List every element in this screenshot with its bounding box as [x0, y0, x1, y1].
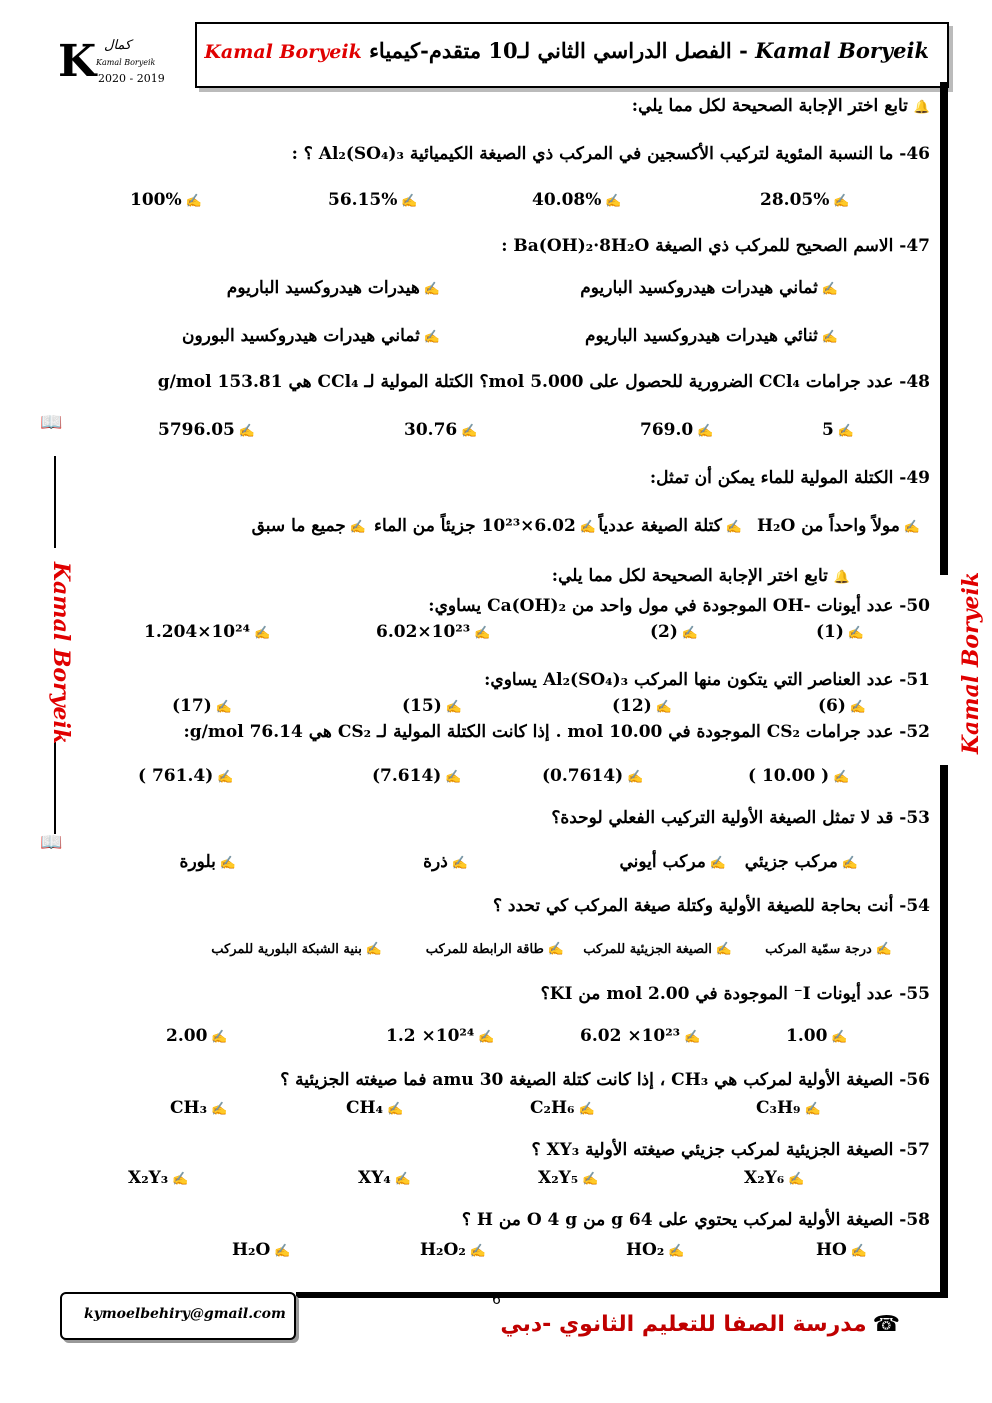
option-53-3[interactable]: ✍ذرة [423, 852, 468, 872]
page-header-title: Kamal Boryeik - الفصل الدراسي الثاني لـ10 متقدم-كيمياء Kamal Boryeik [204, 38, 929, 63]
pen-icon: ✍ [217, 770, 234, 785]
option-47-4[interactable]: ✍ثماني هيدرات هيدروكسيد البورون [181, 326, 440, 346]
pen-icon: ✍ [578, 1102, 595, 1117]
pen-icon: ✍ [461, 424, 478, 439]
option-49-3[interactable]: ✍6.02×10²³ جزيئاً من الماء [373, 516, 596, 536]
logo-name: Kamal Boryeik [96, 58, 156, 67]
pen-icon: ✍ [821, 330, 838, 345]
option-47-3[interactable]: ✍ثنائي هيدرات هيدروكسيد الباريوم [584, 326, 838, 346]
pen-icon: ✍ [423, 330, 440, 345]
question-56: 56- الصيغة الأولية لمركب هي CH₃ ، إذا كانت كتلة الصيغة 30 amu فما صيغته الجزيئية ؟ [280, 1070, 930, 1090]
option-47-2[interactable]: ✍هيدرات هيدروكسيد الباريوم [226, 278, 440, 298]
pen-icon: ✍ [833, 194, 850, 209]
option-48-4[interactable]: 5796.05 ✍ [158, 420, 256, 440]
pen-icon: ✍ [254, 626, 271, 641]
option-49-1[interactable]: ✍مولاً واحداً من H₂O [757, 516, 920, 536]
question-51: 51- عدد العناصر التي يتكون منها المركب Al₂(SO₄)₃ يساوي: [484, 670, 930, 690]
pen-icon: ✍ [875, 942, 892, 957]
left-divider-line [54, 742, 56, 834]
option-53-1[interactable]: ✍مركب جزيئي [744, 852, 858, 872]
option-54-3[interactable]: ✍طاقة الرابطة للمركب [425, 942, 564, 957]
option-55-1[interactable]: 1.00 ✍ [786, 1026, 848, 1046]
pen-icon: ✍ [394, 1172, 411, 1187]
book-icon: 📖 [40, 832, 63, 853]
pen-icon: ✍ [387, 1102, 404, 1117]
option-46-3[interactable]: 56.15% ✍ [328, 190, 418, 210]
pen-icon: ✍ [547, 942, 564, 957]
header-english-name: Kamal Boryeik [755, 38, 929, 63]
email-scroll [60, 1292, 296, 1340]
option-52-1[interactable]: ( 10.00 ) ✍ [748, 766, 850, 786]
option-54-1[interactable]: ✍درجة سمّية المركب [765, 942, 892, 957]
option-56-3[interactable]: CH₄ ✍ [346, 1098, 404, 1118]
option-57-1[interactable]: X₂Y₆ ✍ [744, 1168, 805, 1188]
option-46-4[interactable]: 100% ✍ [130, 190, 202, 210]
pen-icon: ✍ [219, 856, 236, 871]
pen-icon: ✍ [837, 424, 855, 439]
book-icon: 📖 [40, 412, 63, 433]
question-49: 49- الكتلة المولية للماء يمكن أن تمثل: [649, 468, 930, 488]
option-58-1[interactable]: HO ✍ [816, 1240, 868, 1260]
pen-icon: ✍ [185, 194, 202, 209]
option-55-4[interactable]: 2.00 ✍ [166, 1026, 228, 1046]
header-course-title: الفصل الدراسي الثاني لـ10 متقدم-كيمياء [369, 38, 732, 63]
school-name: ☎مدرسة الصفا للتعليم الثانوي -دبي [500, 1312, 900, 1337]
question-58: 58- الصيغة الأولية لمركب يحتوي على 64 g من O 4 g من H ؟ [461, 1210, 930, 1230]
question-52: 52- عدد جرامات CS₂ الموجودة في 10.00 mol . إذا كانت الكتلة المولية لـ CS₂ هي 76.14 g/mol: [183, 722, 930, 742]
option-57-2[interactable]: X₂Y₅ ✍ [538, 1168, 599, 1188]
question-55: 55- عدد أيونات I⁻ الموجودة في 2.00 mol من KI؟ [540, 984, 930, 1004]
option-57-4[interactable]: X₂Y₃ ✍ [128, 1168, 189, 1188]
question-54: 54- أنت بحاجة للصيغة الأولية وكتلة صيغة المركب كي تحدد ؟ [492, 896, 930, 916]
option-51-4[interactable]: (17) ✍ [172, 696, 232, 716]
pen-icon: ✍ [655, 700, 672, 715]
option-47-1[interactable]: ✍ثماني هيدرات هيدروكسيد الباريوم [580, 278, 838, 298]
pen-icon: ✍ [725, 520, 742, 535]
question-47: 47- الاسم الصحيح للمركب ذي الصيغة Ba(OH)₂·8H₂O : [501, 236, 930, 256]
pen-icon: ✍ [469, 1244, 486, 1259]
option-54-2[interactable]: ✍الصيغة الجزيئية للمركب [583, 942, 732, 957]
option-46-1[interactable]: 28.05% ✍ [760, 190, 850, 210]
option-52-3[interactable]: (7.614) ✍ [372, 766, 462, 786]
option-52-4[interactable]: ( 761.4) ✍ [138, 766, 234, 786]
pen-icon: ✍ [804, 1102, 821, 1117]
option-54-4[interactable]: ✍بنية الشبكة البلورية للمركب [211, 942, 382, 957]
option-48-2[interactable]: 769.0 ✍ [640, 420, 714, 440]
pen-icon: ✍ [172, 1172, 189, 1187]
phone-icon: ☎ [872, 1312, 900, 1337]
pen-icon: ✍ [821, 282, 838, 297]
section-heading: 🔔 تابع اختر الإجابة الصحيحة لكل مما يلي: [551, 566, 850, 586]
pen-icon: ✍ [715, 942, 732, 957]
pen-icon: ✍ [841, 856, 858, 871]
option-52-2[interactable]: (0.7614) ✍ [542, 766, 644, 786]
option-50-1[interactable]: (1) ✍ [816, 622, 865, 642]
header-signature: Kamal Boryeik [204, 41, 362, 63]
pen-icon: ✍ [849, 700, 867, 715]
pen-icon: ✍ [681, 626, 699, 641]
pen-icon: ✍ [833, 770, 850, 785]
logo-letter: K [58, 36, 97, 87]
right-vertical-signature: Kamal Boryeik [958, 571, 985, 755]
option-49-4[interactable]: ✍جميع ما سبق [251, 516, 366, 536]
pen-icon: ✍ [445, 770, 462, 785]
pen-icon: ✍ [238, 424, 256, 439]
option-46-2[interactable]: 40.08% ✍ [532, 190, 622, 210]
pen-icon: ✍ [579, 520, 596, 535]
option-51-2[interactable]: (12) ✍ [612, 696, 672, 716]
option-58-2[interactable]: HO₂ ✍ [626, 1240, 685, 1260]
question-48: 48- عدد جرامات CCl₄ الضرورية للحصول على 5.000 mol؟ الكتلة المولية لـ CCl₄ هي 153.81 g/mol [157, 372, 930, 392]
pen-icon: ✍ [709, 856, 726, 871]
option-51-1[interactable]: (6) ✍ [818, 696, 867, 716]
question-46: 46- ما النسبة المئوية لتركيب الأكسجين في المركب ذي الصيغة الكيميائية Al₂(SO₄)₃ ؟ : [291, 144, 930, 164]
pen-icon: ✍ [627, 770, 644, 785]
pen-icon: ✍ [788, 1172, 805, 1187]
pen-icon: ✍ [349, 520, 366, 535]
option-56-1[interactable]: C₃H₉ ✍ [756, 1098, 821, 1118]
pen-icon: ✍ [582, 1172, 599, 1187]
pen-icon: ✍ [211, 1102, 228, 1117]
option-56-2[interactable]: C₂H₆ ✍ [530, 1098, 595, 1118]
option-53-2[interactable]: ✍مركب أيوني [619, 852, 726, 872]
pen-icon: ✍ [474, 626, 491, 641]
pen-icon: ✍ [215, 700, 232, 715]
left-divider-line [54, 456, 56, 548]
author-email[interactable]: kymoelbehiry@gmail.com [84, 1306, 286, 1322]
option-49-2[interactable]: ✍كتلة الصيغة عددياً [598, 516, 742, 536]
pen-icon: ✍ [423, 282, 440, 297]
bell-icon: 🔔 [913, 100, 930, 115]
pen-icon: ✍ [697, 424, 714, 439]
page-number: 6 [492, 1292, 501, 1308]
option-50-2[interactable]: (2) ✍ [650, 622, 699, 642]
option-51-3[interactable]: (15) ✍ [402, 696, 462, 716]
pen-icon: ✍ [445, 700, 462, 715]
pen-icon: ✍ [850, 1244, 868, 1259]
option-48-3[interactable]: 30.76 ✍ [404, 420, 478, 440]
pen-icon: ✍ [451, 856, 468, 871]
option-58-3[interactable]: H₂O₂ ✍ [420, 1240, 486, 1260]
option-56-4[interactable]: CH₃ ✍ [170, 1098, 228, 1118]
bottom-border-rule [296, 1292, 948, 1298]
question-53: 53- قد لا تمثل الصيغة الأولية التركيب الفعلي لوحدة؟ [551, 808, 930, 828]
pen-icon: ✍ [274, 1244, 291, 1259]
option-57-3[interactable]: XY₄ ✍ [358, 1168, 411, 1188]
pen-icon: ✍ [847, 626, 865, 641]
pen-icon: ✍ [401, 194, 418, 209]
header-box [195, 22, 949, 88]
pen-icon: ✍ [903, 520, 920, 535]
logo-year: 2020 - 2019 [98, 72, 165, 85]
left-vertical-signature: Kamal Boryeik [48, 561, 75, 745]
pen-icon: ✍ [605, 194, 622, 209]
pen-icon: ✍ [365, 942, 382, 957]
option-58-4[interactable]: H₂O ✍ [232, 1240, 291, 1260]
pen-icon: ✍ [668, 1244, 685, 1259]
option-50-4[interactable]: 1.204×10²⁴ ✍ [144, 622, 271, 642]
pen-icon: ✍ [478, 1030, 495, 1045]
pen-icon: ✍ [211, 1030, 228, 1045]
pen-icon: ✍ [831, 1030, 848, 1045]
section-heading: 🔔 تابع اختر الإجابة الصحيحة لكل مما يلي: [631, 96, 930, 116]
author-logo [48, 34, 178, 88]
question-50: 50- عدد أيونات -OH الموجودة في مول واحد من Ca(OH)₂ يساوي: [428, 596, 930, 616]
pen-icon: ✍ [684, 1030, 701, 1045]
option-53-4[interactable]: ✍بلورة [179, 852, 236, 872]
option-55-3[interactable]: 1.2 ×10²⁴ ✍ [386, 1026, 495, 1046]
option-55-2[interactable]: 6.02 ×10²³ ✍ [580, 1026, 701, 1046]
bell-icon: 🔔 [833, 570, 850, 585]
logo-signature: كمال [104, 38, 132, 53]
option-50-3[interactable]: 6.02×10²³ ✍ [376, 622, 491, 642]
question-57: 57- الصيغة الجزيئية لمركب جزيئي صيغته الأولية XY₃ ؟ [531, 1140, 930, 1160]
option-48-1[interactable]: 5 ✍ [822, 420, 855, 440]
